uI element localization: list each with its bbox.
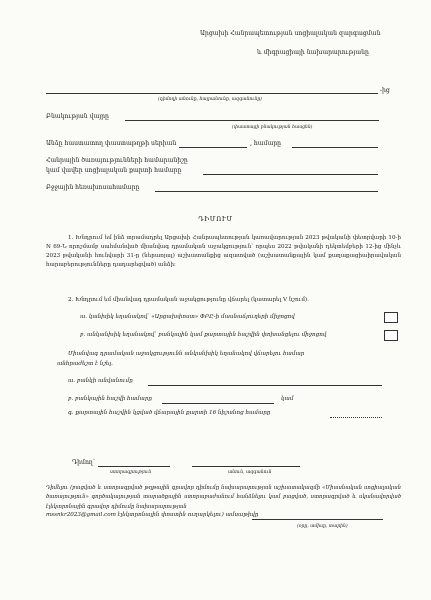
noncash-note-1: Միանվագ դրամական աջակցությունն անկանխիկ եղանակով վճարելու համար [68, 351, 305, 357]
id-number-field[interactable] [292, 147, 378, 148]
noncash-note-2: անհրաժեշտ է նշել. [57, 361, 113, 367]
applicant-name-field[interactable] [46, 93, 378, 94]
residence-label: Բնակության վայրը [46, 113, 109, 120]
bank-name-label: ա. բանկի անվանումը [68, 378, 133, 384]
phone-field[interactable] [155, 191, 378, 192]
or-label: կամ [281, 396, 294, 402]
account-number-label: բ. բանկային հաշվի համարը [68, 396, 152, 402]
submission-date-note: Դիմելու (բացված և ստորագրված թղթային գրավոր դիմումը նախարարության աշխատակազմի «Միասնական սոցիալական ծառայություն» գործակալության տարածքային ստորաբաժանում հանձնելու կամ բացված, ստորագրված և սկանավորված էլեկտրոնային գրավոր դիմումը նախարարության [46, 485, 401, 510]
applicant-signature-label: Դիմող՝ [72, 459, 96, 466]
social-card-field[interactable] [203, 174, 378, 175]
addressee-line-2: և միգրացիայի նախարարությանը [257, 49, 369, 56]
id-series-label: Անձը հաստատող փաստաթղթի սերիան [46, 140, 177, 147]
submission-date-field[interactable] [252, 519, 383, 520]
social-card-label-2: կամ վավեր սոցիալական քարտի համարը [46, 167, 182, 174]
signature-caption: ստորագրություն [110, 470, 152, 475]
option-noncash-label: բ. անկանխիկ եղանակով՝ բանկային կամ քարտային հաշվին փոխանցելու միջոցով [80, 332, 327, 338]
from-suffix: -ից [380, 87, 390, 94]
full-name-caption: անուն, ազգանուն [228, 470, 272, 475]
id-number-label: , համարը [250, 140, 282, 147]
option-cash-label: ա. կանխիկ եղանակով՝ «Արցախփոստ» ՓԲԸ-ի մասնաճյուղերի միջոցով [80, 314, 295, 320]
payment-method-paragraph: 2. Խնդրում եմ միանվագ դրամական աջակցությունը վճարել (կատարել V նշում). [68, 297, 309, 303]
applicant-full-name-field[interactable] [192, 466, 300, 467]
bank-name-field[interactable] [148, 385, 382, 386]
submission-email-line: mssnkr2023@gmail.com էլեկտրոնային փոստին ուղարկելու) ամսաթիվը [46, 512, 259, 518]
id-series-field[interactable] [179, 147, 247, 148]
request-paragraph: 1. Խնդրում եմ ինձ տրամադրել Արցախի Հանրապետության կառավարության 2023 թվականի փետրվարի 10-ի N 69-Ն որոշմամբ սահմանված միանվագ դրամական աջակցություն՝ որպես 2022 թվականի դեկտեմբերի 12-ից մինչև 2023 թվականի հունվարի 31-ը (ներառյալ) աշխատանքից ազատված (աշխատանքային կամ քաղաքացիաիրավական հարաբերությունները դադարեցված) անձի: [46, 235, 401, 269]
option-cash-checkbox[interactable] [384, 312, 398, 323]
applicant-name-caption: (դիմողի անունը, հայրանունը, ազգանունը) [158, 97, 262, 102]
date-caption: (օրը, ամիսը, տարին) [297, 524, 348, 529]
residence-field[interactable] [125, 120, 379, 121]
social-card-label-1: Հանրային ծառայությունների համարանիշը [46, 157, 188, 164]
card-number-field[interactable] [330, 417, 382, 418]
addressee-line-1: Արցախի Հանրապետության սոցիալական զարգացման [200, 30, 381, 37]
account-number-field[interactable] [162, 403, 274, 404]
signature-field[interactable] [98, 466, 170, 467]
residence-caption: (փաստացի բնակության հասցեն) [232, 125, 313, 130]
card-number-label: գ. քարտային հաշվին կցված վճարային քարտի 16 նիշանոց համարը [68, 410, 271, 416]
form-title: ԴԻՄՈՒՄ [198, 215, 233, 223]
phone-label: Բջջային հեռախոսահամարը [46, 184, 140, 191]
option-noncash-checkbox[interactable] [384, 330, 398, 341]
